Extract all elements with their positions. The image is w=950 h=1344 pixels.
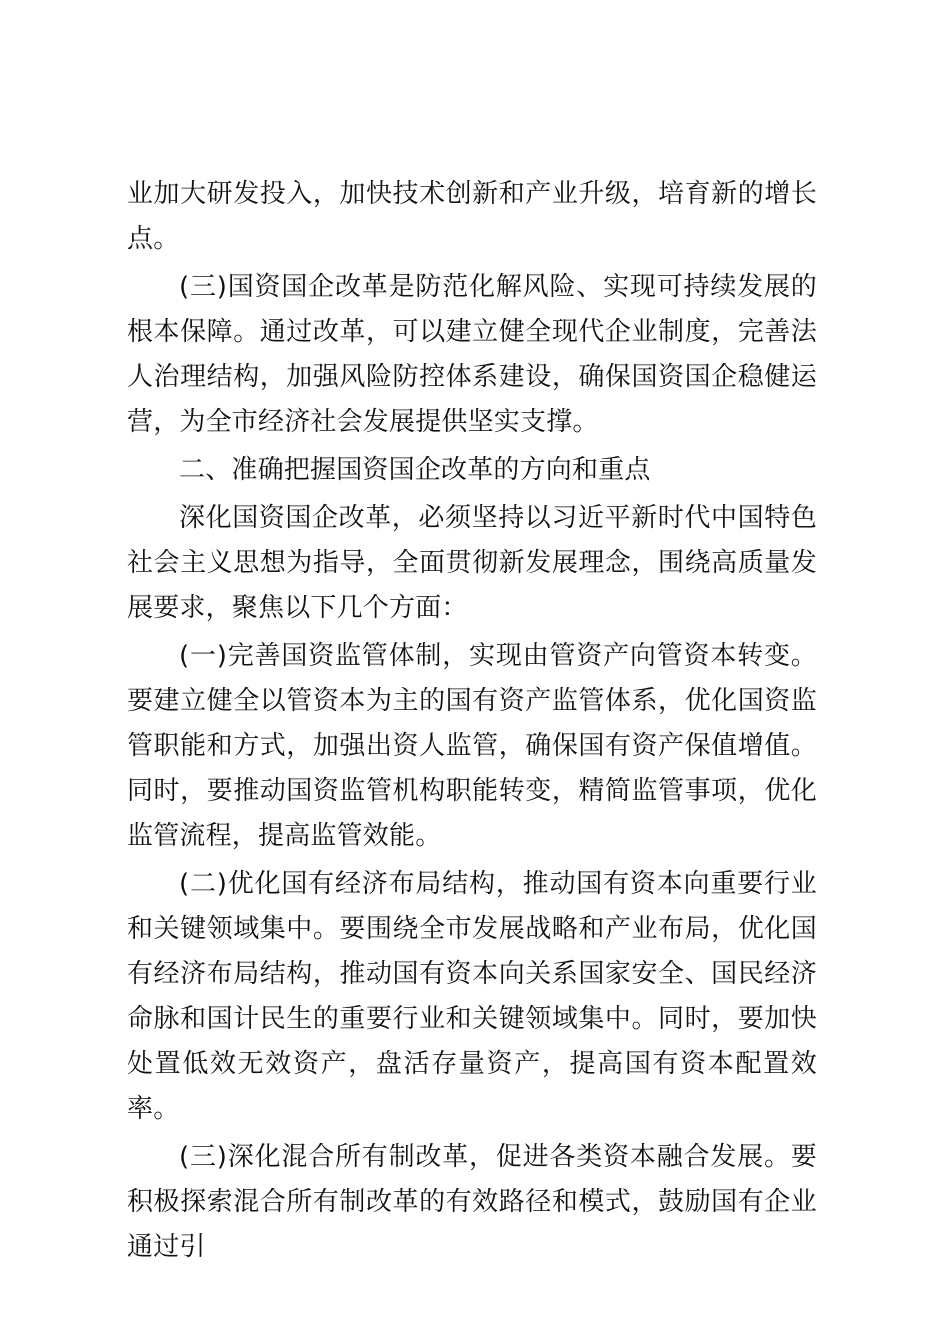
paragraph-section-2-1: (一)完善国资监管体制，实现由管资产向管资本转变。要建立健全以管资本为主的国有资产监管体系，优化国资监管职能和方式，加强出资人监管，确保国有资产保值增值。同时，要推动国资监管机构职能转变，精简监管事项，优化监管流程，提高监管效能。 — [127, 641, 817, 851]
paragraph-section-2-intro: 深化国资国企改革，必须坚持以习近平新时代中国特色社会主义思想为指导，全面贯彻新发展理念，围绕高质量发展要求，聚焦以下几个方面： — [127, 503, 817, 623]
paragraph-section-1-3: (三)国资国企改革是防范化解风险、实现可持续发展的根本保障。通过改革，可以建立健全现代企业制度，完善法人治理结构，加强风险防控体系建设，确保国资国企稳健运营，为全市经济社会发展提供坚实支撑。 — [127, 272, 817, 437]
section-heading-2: 二、准确把握国资国企改革的方向和重点 — [179, 455, 651, 485]
document-body — [127, 172, 817, 1270]
paragraph-section-2-3: (三)深化混合所有制改革，促进各类资本融合发展。要积极探索混合所有制改革的有效路径和模式，鼓励国有企业通过引 — [127, 1142, 817, 1262]
paragraph-section-2-2: (二)优化国有经济布局结构，推动国有资本向重要行业和关键领域集中。要围绕全市发展战略和产业布局，优化国有经济布局结构，推动国有资本向关系国家安全、国民经济命脉和国计民生的重要行业和关键领域集中。同时，要加快处置低效无效资产，盘活存量资产，提高国有资本配置效率。 — [127, 869, 817, 1124]
paragraph-continuation: 业加大研发投入，加快技术创新和产业升级，培育新的增长点。 — [127, 179, 817, 254]
